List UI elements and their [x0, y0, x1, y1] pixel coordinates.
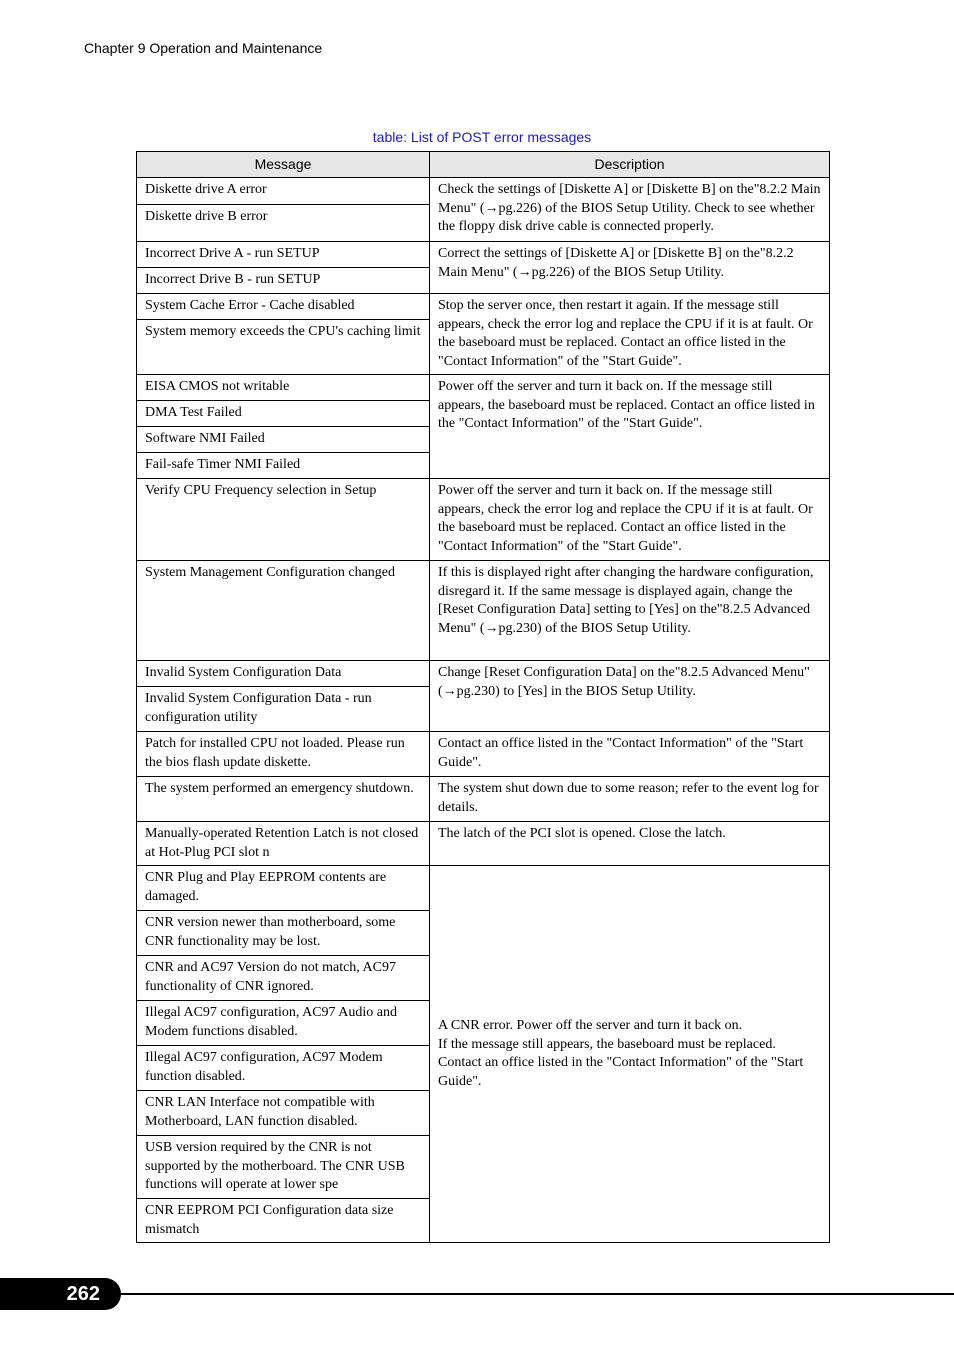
description-cell: The system shut down due to some reason; refer to the event log for details. [430, 777, 830, 822]
message-cell: Invalid System Configuration Data [137, 661, 430, 687]
table-row [137, 294, 830, 320]
description-cell: Check the settings of [Diskette A] or [Diskette B] on the"8.2.2 Main Menu" (→pg.226) of the BIOS Setup Utility. Check to see whether the floppy disk drive cable is connected properly. [430, 178, 830, 242]
message-cell: CNR version newer than motherboard, some CNR functionality may be lost. [137, 911, 430, 956]
message-cell: EISA CMOS not writable [137, 375, 430, 401]
message-cell: Verify CPU Frequency selection in Setup [137, 479, 430, 561]
message-cell: Software NMI Failed [137, 427, 430, 453]
footer-rule [110, 1293, 954, 1295]
chapter-heading: Chapter 9 Operation and Maintenance [84, 40, 323, 56]
column-header-message: Message [137, 152, 430, 178]
table-row [137, 479, 830, 561]
message-cell: Illegal AC97 configuration, AC97 Modem function disabled. [137, 1046, 430, 1091]
description-cell: Contact an office listed in the "Contact Information" of the "Start Guide". [430, 732, 830, 777]
table-row [137, 561, 830, 661]
message-cell: CNR LAN Interface not compatible with Motherboard, LAN function disabled. [137, 1091, 430, 1136]
message-cell: Fail-safe Timer NMI Failed [137, 453, 430, 479]
description-cell: Correct the settings of [Diskette A] or [Diskette B] on the"8.2.2 Main Menu" (→pg.226) of the BIOS Setup Utility. [430, 242, 830, 294]
description-cell: Power off the server and turn it back on. If the message still appears, check the error log and replace the CPU if it is at fault. Or the baseboard must be replaced. Contact an office listed in the "Contact Information" of the "Start Guide". [430, 479, 830, 561]
message-cell: System Cache Error - Cache disabled [137, 294, 430, 320]
description-cell: Stop the server once, then restart it again. If the message still appears, check the error log and replace the CPU if it is at fault. Or the baseboard must be replaced. Contact an office listed in the "Contact Information" of the "Start Guide". [430, 294, 830, 375]
message-cell: Incorrect Drive A - run SETUP [137, 242, 430, 268]
description-cell: Change [Reset Configuration Data] on the"8.2.5 Advanced Menu" (→pg.230) to [Yes] in the BIOS Setup Utility. [430, 661, 830, 732]
table-row [137, 375, 830, 401]
message-cell: Diskette drive B error [137, 205, 430, 242]
column-header-description: Description [430, 152, 830, 178]
description-cell: The latch of the PCI slot is opened. Close the latch. [430, 822, 830, 866]
table-row [137, 866, 830, 911]
message-cell: CNR and AC97 Version do not match, AC97 functionality of CNR ignored. [137, 956, 430, 1001]
page-number: 262 [66, 1283, 100, 1305]
table-row [137, 242, 830, 268]
message-cell: System memory exceeds the CPU's caching limit [137, 320, 430, 375]
message-cell: Illegal AC97 configuration, AC97 Audio and Modem functions disabled. [137, 1001, 430, 1046]
message-cell: Incorrect Drive B - run SETUP [137, 268, 430, 294]
table-caption: table: List of POST error messages [372, 129, 592, 145]
table-header-row [137, 152, 830, 178]
message-cell: Manually-operated Retention Latch is not closed at Hot-Plug PCI slot n [137, 822, 430, 866]
message-cell: Patch for installed CPU not loaded. Please run the bios flash update diskette. [137, 732, 430, 777]
table-row [137, 732, 830, 777]
message-cell: CNR Plug and Play EEPROM contents are damaged. [137, 866, 430, 911]
description-cell: If this is displayed right after changing the hardware configuration, disregard it. If the same message is displayed again, change the [Reset Configuration Data] setting to [Yes] on the"8.2.5 Advanced Menu" (→pg.230) of the BIOS Setup Utility. [430, 561, 830, 661]
message-cell: USB version required by the CNR is not supported by the motherboard. The CNR USB functions will operate at lower spe [137, 1136, 430, 1199]
description-cell: Power off the server and turn it back on. If the message still appears, the baseboard must be replaced. Contact an office listed in the "Contact Information" of the "Start Guide". [430, 375, 830, 479]
table-row [137, 661, 830, 687]
table-row [137, 178, 830, 205]
message-cell: System Management Configuration changed [137, 561, 430, 661]
post-error-table [136, 151, 830, 1243]
table-row [137, 777, 830, 822]
message-cell: The system performed an emergency shutdown. [137, 777, 430, 822]
message-cell: Diskette drive A error [137, 178, 430, 205]
message-cell: CNR EEPROM PCI Configuration data size mismatch [137, 1199, 430, 1243]
message-cell: Invalid System Configuration Data - run configuration utility [137, 687, 430, 732]
table-row [137, 822, 830, 866]
description-cell: A CNR error. Power off the server and turn it back on. If the message still appears, the baseboard must be replaced. Contact an office listed in the "Contact Information" of the "Start Guide". [430, 866, 830, 1243]
message-cell: DMA Test Failed [137, 401, 430, 427]
